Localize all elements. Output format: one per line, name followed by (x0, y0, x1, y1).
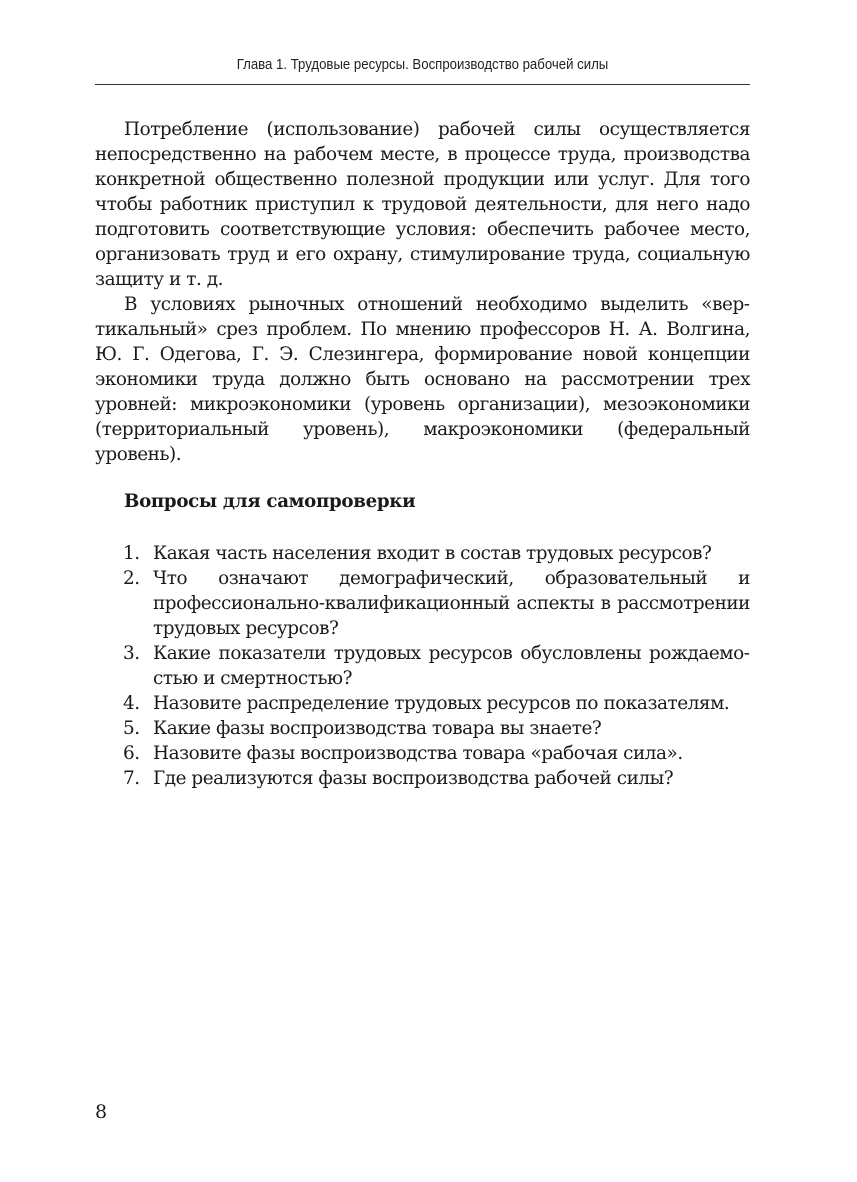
question-item (95, 766, 750, 791)
question-number: 3. (123, 643, 140, 664)
body-text (95, 117, 750, 467)
question-number: 7. (123, 768, 140, 789)
paragraph: В условиях рыночных отношений необходимо выделить «вертикальный» срез проблем. По мнению профессоров Н. А. Волгина, Ю. Г. Одегова, Г. Э. Слезингера, формирование новой концепции экономики труда должно быть основано на рассмотрении трех уровней: микроэкономики (уровень организации), мезоэкономики (территориальный уровень), макроэкономики (федеральный уровень). (95, 294, 750, 465)
section-title: Вопросы для самопроверки (124, 491, 416, 512)
question-text: Какие фазы воспроизводства товара вы знаете? (153, 718, 602, 739)
page-number: 8 (95, 1101, 108, 1123)
question-number: 2. (123, 568, 140, 589)
question-item (95, 716, 750, 741)
question-item (95, 691, 750, 716)
question-text: Где реализуются фазы воспроизводства рабочей силы? (153, 768, 674, 789)
question-number: 4. (123, 693, 140, 714)
paragraph: Потребление (использование) рабочей силы осуществляется непосредственно на рабочем месте, в процессе труда, производства конкретной общественно полезной продукции или услуг. Для того чтобы работник приступил к трудовой деятельности, для него надо подготовить соответствующие условия: обеспечить рабочее место, организовать труд и его охрану, стимулирование труда, социальную защиту и т. д. (95, 119, 750, 290)
question-text: Что означают демографический, образовательный и профессионально-квалификационный аспекты в рассмотрении трудовых ресурсов? (153, 568, 750, 639)
question-item (95, 566, 750, 641)
question-item (95, 741, 750, 766)
question-number: 5. (123, 718, 140, 739)
question-text: Назовите фазы воспроизводства товара «рабочая сила». (153, 743, 683, 764)
question-number: 6. (123, 743, 140, 764)
running-header: Глава 1. Трудовые ресурсы. Воспроизводство рабочей силы (236, 56, 609, 73)
question-text: Какие показатели трудовых ресурсов обусловлены рождаемостью и смертностью? (153, 643, 750, 689)
question-text: Какая часть населения входит в состав трудовых ресурсов? (153, 543, 712, 564)
question-text: Назовите распределение трудовых ресурсов по показателям. (153, 693, 730, 714)
header-divider (95, 84, 750, 85)
question-item (95, 541, 750, 566)
question-number: 1. (123, 543, 140, 564)
questions-list (95, 541, 750, 791)
question-item (95, 641, 750, 691)
